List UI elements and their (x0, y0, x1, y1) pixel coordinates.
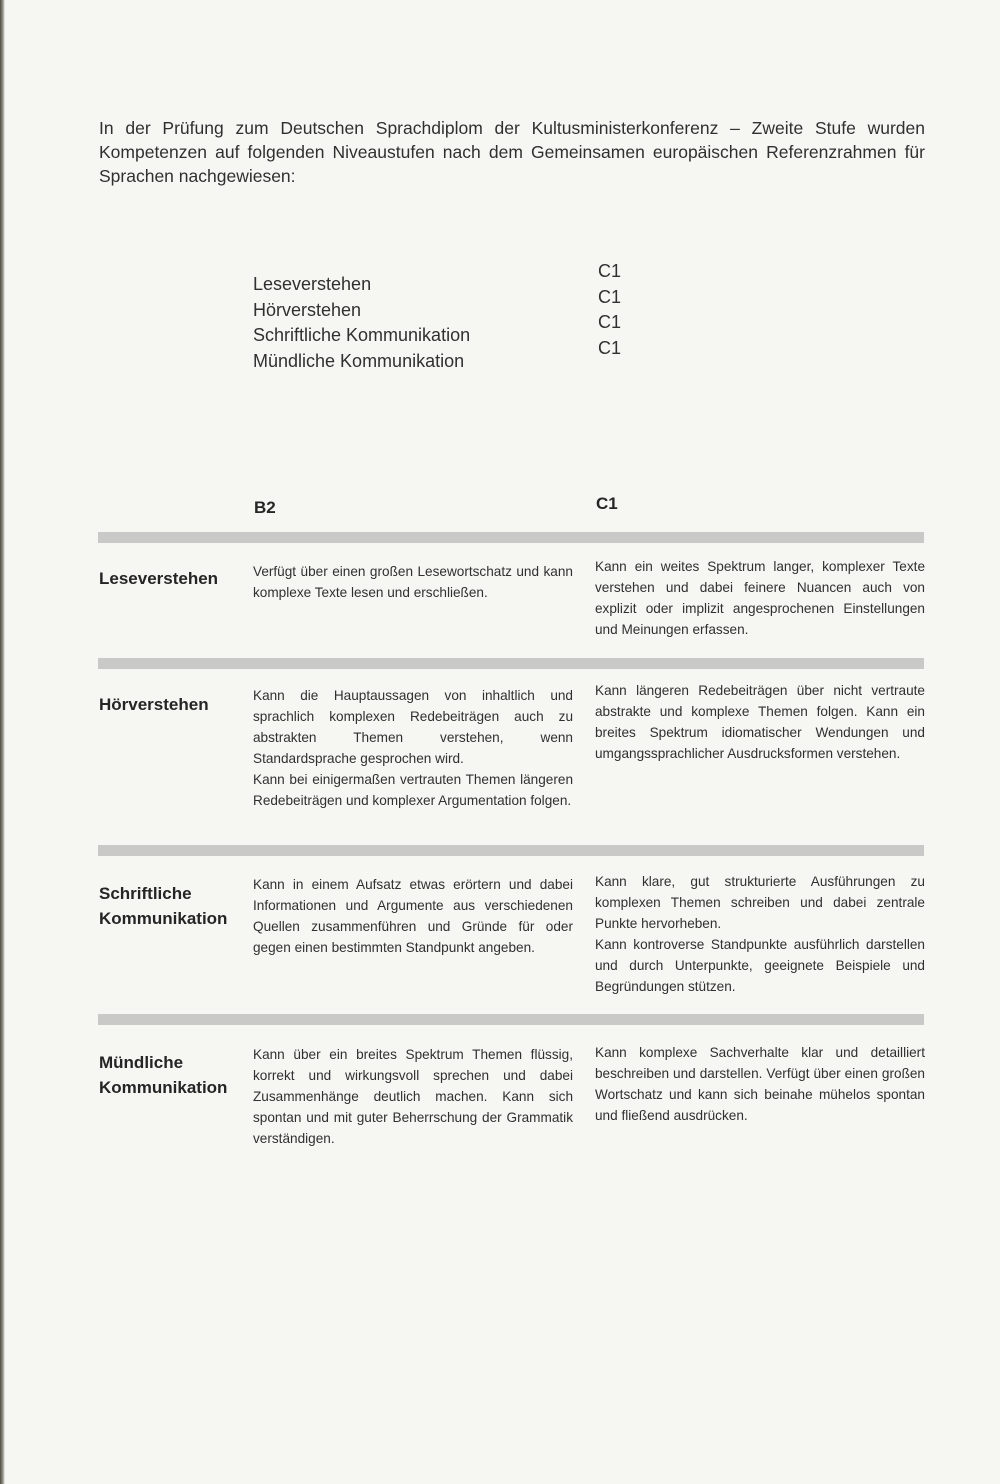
row-divider (98, 1014, 924, 1025)
cell-text: Kann bei einigermaßen vertrauten Themen längeren Redebeiträgen und komplexer Argumentation folgen. (253, 772, 573, 808)
row-divider (98, 658, 924, 669)
level-skill: Hörverstehen (253, 299, 362, 320)
level-value: C1 (598, 337, 622, 358)
cell-text: Verfügt über einen großen Lesewortschatz und kann komplexe Texte lesen und erschließen. (253, 564, 573, 600)
level-value: C1 (598, 261, 622, 281)
level-value: C1 (598, 286, 622, 307)
row-label-line: Kommunikation (99, 909, 228, 928)
level-skill: Mündliche Kommunikation (253, 350, 465, 371)
row-label-line: Kommunikation (99, 1078, 228, 1097)
level-row-muendliche-kommunikation (253, 337, 633, 375)
level-row-leseverstehen (253, 261, 633, 298)
level-value: C1 (598, 312, 622, 332)
row-divider (98, 845, 924, 856)
row-label-hoerverstehen: Hörverstehen (99, 695, 209, 714)
cell-text: Kann kontroverse Standpunkte ausführlich darstellen und durch Unterpunkte, geeignete Beispiele und Begründungen stützen. (595, 937, 925, 994)
cell-text: Kann längeren Redebeiträgen über nicht vertraute abstrakte und komplexe Themen folgen. Kann ein breites Spektrum idiomatischer Wendungen und umgangssprachlicher Ausdrucksformen verstehen. (595, 683, 925, 761)
column-header-b2: B2 (254, 498, 276, 517)
cell-muendliche-kommunikation-b2 (253, 1044, 573, 1149)
level-summary (253, 261, 633, 374)
row-label-leseverstehen: Leseverstehen (99, 569, 219, 588)
cell-text: Kann die Hauptaussagen von inhaltlich und sprachlich komplexen Redebeiträgen auch zu abstrakten Themen verstehen, wenn Standardsprache gesprochen wird. (253, 688, 573, 766)
cell-schriftliche-kommunikation-c1 (595, 871, 925, 997)
cell-leseverstehen-b2 (253, 561, 573, 603)
cell-leseverstehen-c1 (595, 556, 925, 640)
cell-schriftliche-kommunikation-b2 (253, 874, 573, 958)
cell-text: Kann über ein breites Spektrum Themen flüssig, korrekt und wirkungsvoll sprechen und dabei Zusammenhänge deutlich machen. Kann sich spontan und mit guter Beherrschung der Grammatik verständigen. (253, 1047, 573, 1146)
row-label-line: Schriftliche (99, 884, 192, 903)
cell-text: Kann klare, gut strukturierte Ausführungen zu komplexen Themen schreiben und dabei zentrale Punkte hervorheben. (595, 874, 925, 931)
cell-muendliche-kommunikation-c1 (595, 1042, 925, 1126)
cell-hoerverstehen-b2 (253, 685, 573, 811)
row-label-line: Mündliche (99, 1053, 184, 1072)
cell-text: Kann ein weites Spektrum langer, komplexer Texte verstehen und dabei feinere Nuancen auch von explizit oder implizit angesprochenen Einstellungen und Meinungen erfassen. (595, 559, 925, 637)
row-label-muendliche-kommunikation (99, 1050, 249, 1100)
cell-text: Kann komplexe Sachverhalte klar und detailliert beschreiben und darstellen. Verfügt über einen großen Wortschatz und kann sich beinahe mühelos spontan und fließend ausdrücken. (595, 1045, 925, 1123)
row-divider (98, 532, 924, 543)
cell-text: Kann in einem Aufsatz etwas erörtern und dabei Informationen und Argumente aus verschiedenen Quellen zusammenführen und Gründe für oder gegen einen bestimmten Standpunkt angeben. (253, 877, 573, 955)
level-row-schriftliche-kommunikation (253, 312, 633, 349)
intro-paragraph: In der Prüfung zum Deutschen Sprachdiplom der Kultusministerkonferenz – Zweite Stufe wurden Kompetenzen auf folgenden Niveaustufen nach dem Gemeinsamen europäischen Referenzrahmen für Sprachen nachgewiesen: (99, 118, 925, 186)
level-skill: Leseverstehen (253, 274, 372, 294)
column-header-c1: C1 (596, 494, 618, 513)
level-row-hoerverstehen (253, 286, 633, 324)
row-label-schriftliche-kommunikation (99, 881, 249, 931)
cell-hoerverstehen-c1 (595, 680, 925, 764)
level-skill: Schriftliche Kommunikation (253, 325, 471, 345)
page-edge-shadow (0, 0, 5, 1484)
